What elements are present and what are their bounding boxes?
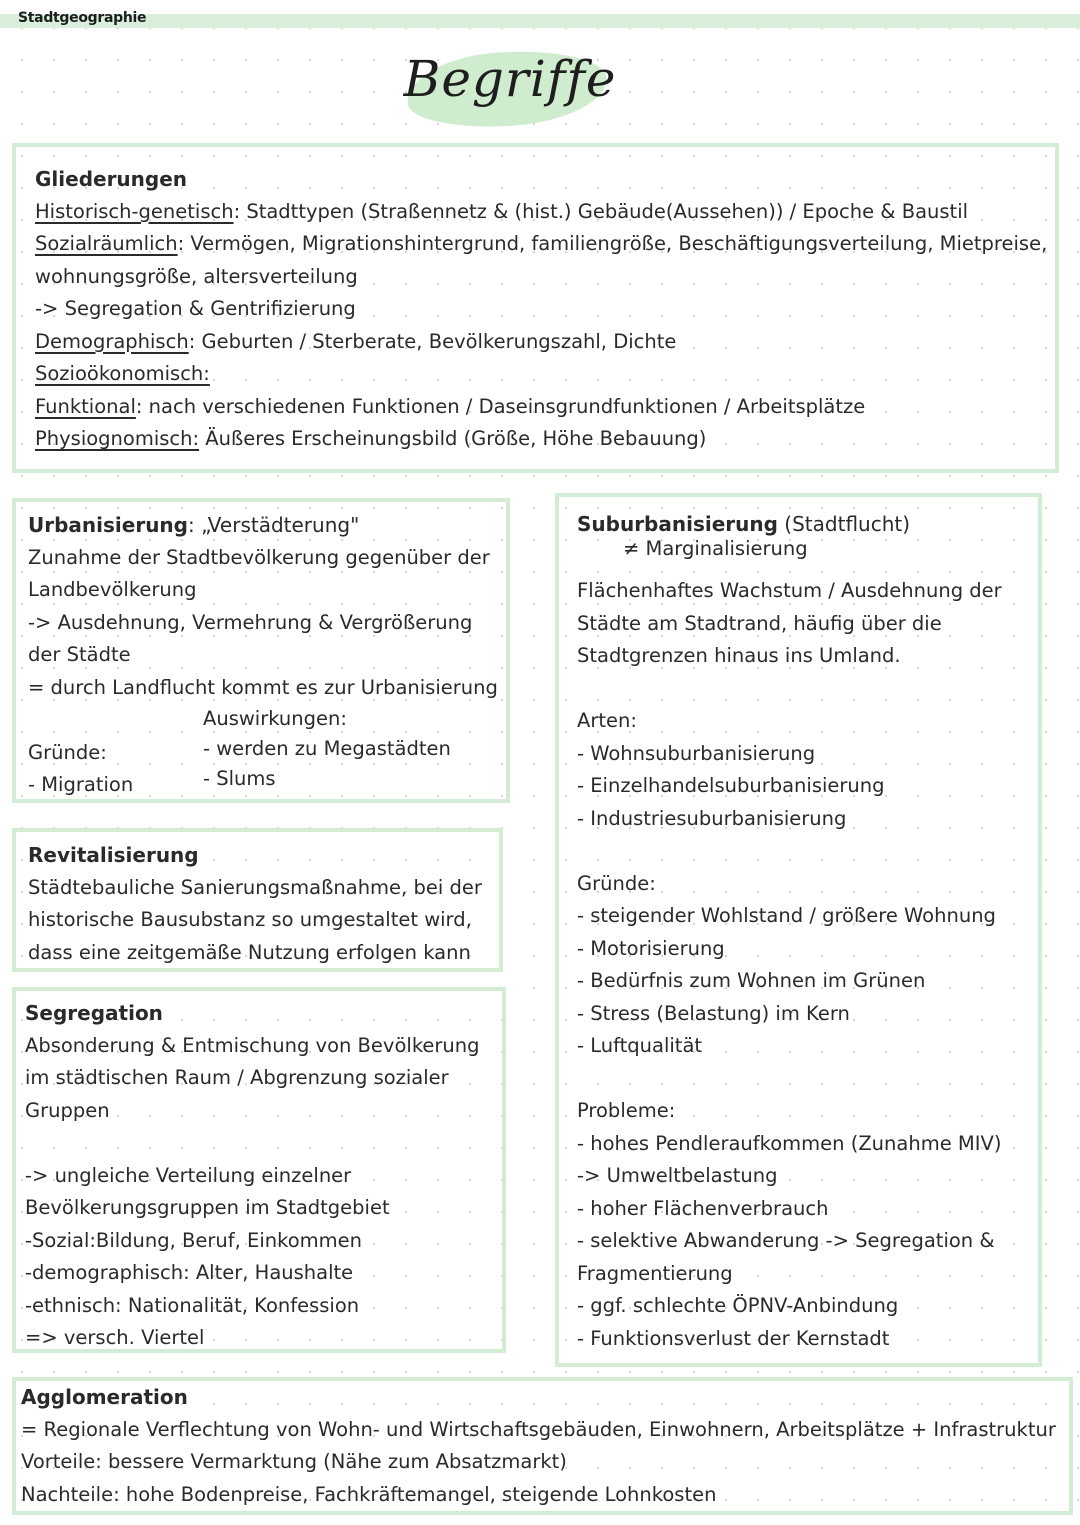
gliederung-text: wohnungsgröße, altersverteilung: [35, 264, 358, 288]
segregation-heading: Segregation: [25, 1001, 163, 1025]
gruende-item: - Migration: [28, 773, 134, 796]
suburbanisierung-line: Stadtgrenzen hinaus ins Umland.: [577, 644, 901, 667]
auswirkungen-item: - Slums: [203, 767, 276, 790]
gliederung-item: [35, 423, 1055, 456]
auswirkungen-item: - werden zu Megastädten: [203, 737, 451, 760]
page-title: Begriffe: [403, 50, 617, 108]
arten-item: - Einzelhandelsuburbanisierung: [577, 774, 885, 797]
probleme-list: [577, 1128, 1038, 1356]
sub-gruende-item: - Motorisierung: [577, 936, 725, 960]
gliederung-term: Physiognomisch:: [35, 427, 200, 450]
gliederung-term: Demographisch: [35, 329, 189, 353]
urbanisierung-heading-term: Urbanisierung: [28, 513, 188, 537]
sub-gruende-item: - steigender Wohlstand / größere Wohnung: [577, 904, 996, 927]
gliederung-term: Sozialräumlich: [35, 232, 178, 255]
spacer: [577, 1063, 1038, 1096]
urbanisierung-lines: [28, 542, 506, 705]
suburbanisierung-subheading: ≠ Marginalisierung: [623, 537, 808, 560]
probleme-item: - hoher Flächenverbrauch: [577, 1196, 829, 1220]
probleme-item: - Funktionsverlust der Kernstadt: [577, 1326, 890, 1350]
revitalisierung-line: dass eine zeitgemäße Nutzung erfolgen kann: [28, 940, 471, 964]
agglomeration-lines: [21, 1414, 1069, 1512]
spacer-line: [28, 704, 203, 737]
segregation-detail-line: -Sozial:Bildung, Beruf, Einkommen: [25, 1228, 363, 1252]
gliederung-item: [35, 196, 1055, 229]
suburbanisierung-lines: [577, 575, 1038, 673]
gliederungen-box: [12, 143, 1059, 473]
gliederung-item: [35, 358, 1055, 391]
gliederung-text: : nach verschiedenen Funktionen / Daseinsgrundfunktionen / Arbeitsplätze: [135, 394, 866, 418]
gliederungen-heading: Gliederungen: [35, 167, 188, 191]
urbanisierung-line: der Städte: [28, 643, 131, 666]
auswirkungen-column: [203, 704, 451, 802]
agglomeration-line: Vorteile: bessere Vermarktung (Nähe zum Absatzmarkt): [21, 1450, 567, 1473]
revitalisierung-box: [12, 828, 503, 972]
sub-gruende-list: [577, 900, 1038, 1063]
probleme-item: Fragmentierung: [577, 1261, 733, 1285]
segregation-line: im städtischen Raum / Abgrenzung sozialer: [25, 1066, 449, 1089]
gliederung-text: Äußeres Erscheinungsbild (Größe, Höhe Bebauung): [199, 427, 707, 450]
suburbanisierung-line: Städte am Stadtrand, häufig über die: [577, 611, 942, 635]
sub-gruende-item: - Stress (Belastung) im Kern: [577, 1001, 850, 1025]
suburbanisierung-heading-suffix: (Stadtflucht): [777, 512, 911, 536]
urbanisierung-box: [12, 498, 510, 803]
urbanisierung-line: = durch Landflucht kommt es zur Urbanisierung: [28, 675, 498, 699]
agglomeration-heading: Agglomeration: [21, 1385, 188, 1409]
revitalisierung-heading: Revitalisierung: [28, 843, 199, 867]
auswirkungen-label: Auswirkungen:: [203, 707, 347, 730]
gliederung-item: [35, 391, 1055, 424]
spacer: [577, 673, 1038, 706]
suburbanisierung-heading: [577, 511, 1038, 537]
arten-label: Arten:: [577, 709, 637, 732]
probleme-item: - selektive Abwanderung -> Segregation &: [577, 1229, 995, 1252]
sub-gruende-item: - Bedürfnis zum Wohnen im Grünen: [577, 969, 926, 992]
agglomeration-line: Nachteile: hohe Bodenpreise, Fachkräftemangel, steigende Lohnkosten: [21, 1482, 717, 1506]
sub-gruende-item: - Luftqualität: [577, 1034, 703, 1057]
segregation-detail-line: Bevölkerungsgruppen im Stadtgebiet: [25, 1196, 390, 1219]
suburbanisierung-heading-term: Suburbanisierung: [577, 512, 778, 536]
revitalisierung-lines: [28, 872, 499, 970]
gliederung-item: [35, 326, 1055, 359]
gliederung-term: Funktional: [35, 394, 136, 418]
suburbanisierung-box: [555, 493, 1042, 1367]
probleme-item: - hohes Pendleraufkommen (Zunahme MIV): [577, 1131, 1002, 1155]
page-label: Stadtgeographie: [18, 10, 147, 26]
title-block: [395, 38, 635, 138]
segregation-details: [25, 1160, 502, 1355]
gliederung-item: [35, 228, 1055, 261]
spacer: [25, 1127, 502, 1160]
gruende-label: Gründe:: [28, 740, 107, 764]
agglomeration-box: [12, 1377, 1073, 1515]
segregation-detail-line: => versch. Viertel: [25, 1326, 205, 1349]
segregation-detail-line: -demographisch: Alter, Haushalte: [25, 1261, 354, 1284]
arten-item: - Wohnsuburbanisierung: [577, 741, 816, 765]
urbanisierung-line: Landbevölkerung: [28, 578, 197, 601]
gruende-list: [28, 769, 203, 802]
revitalisierung-line: Städtebauliche Sanierungsmaßnahme, bei der: [28, 875, 482, 899]
urbanisierung-line: -> Ausdehnung, Vermehrung & Vergrößerung: [28, 610, 473, 634]
gliederungen-list: [35, 196, 1055, 456]
segregation-lines: [25, 1030, 502, 1128]
gliederung-text: : Vermögen, Migrationshintergrund, familiengröße, Beschäftigungsverteilung, Mietpreise,: [177, 232, 1048, 255]
header-bar: [0, 14, 1080, 28]
segregation-detail-line: -ethnisch: Nationalität, Konfession: [25, 1293, 360, 1317]
gliederung-text: : Stadttypen (Straßennetz & (hist.) Gebäude(Aussehen)) / Epoche & Baustil: [233, 199, 969, 223]
gliederung-term: Historisch-genetisch: [35, 199, 234, 223]
gliederung-item: [35, 261, 1055, 294]
gliederung-text: : Geburten / Sterberate, Bevölkerungszahl, Dichte: [188, 329, 677, 353]
gliederung-text: -> Segregation & Gentrifizierung: [35, 297, 356, 320]
segregation-line: Absonderung & Entmischung von Bevölkerung: [25, 1033, 480, 1057]
gliederung-item: [35, 293, 1055, 326]
urbanisierung-heading: [28, 509, 506, 542]
sub-gruende-label: Gründe:: [577, 871, 656, 895]
segregation-box: [12, 987, 506, 1353]
segregation-line: Gruppen: [25, 1098, 110, 1122]
urbanisierung-columns: [28, 704, 506, 802]
probleme-item: -> Umweltbelastung: [577, 1164, 778, 1187]
probleme-label: Probleme:: [577, 1099, 676, 1122]
agglomeration-line: = Regionale Verflechtung von Wohn- und Wirtschaftsgebäuden, Einwohnern, Arbeitsplätze + Infrastruktur: [21, 1417, 1056, 1441]
arten-list: [577, 738, 1038, 836]
gliederung-term: Sozioökonomisch:: [35, 362, 210, 385]
gruende-column: [28, 704, 203, 802]
suburbanisierung-line: Flächenhaftes Wachstum / Ausdehnung der: [577, 579, 1002, 602]
urbanisierung-heading-suffix: : „Verstädterung": [188, 513, 360, 537]
spacer: [577, 835, 1038, 868]
auswirkungen-list: [203, 734, 451, 794]
revitalisierung-line: historische Bausubstanz so umgestaltet wird,: [28, 908, 472, 931]
urbanisierung-line: Zunahme der Stadtbevölkerung gegenüber der: [28, 545, 490, 569]
probleme-item: - ggf. schlechte ÖPNV-Anbindung: [577, 1294, 899, 1317]
arten-item: - Industriesuburbanisierung: [577, 806, 847, 830]
segregation-detail-line: -> ungleiche Verteilung einzelner: [25, 1163, 352, 1187]
